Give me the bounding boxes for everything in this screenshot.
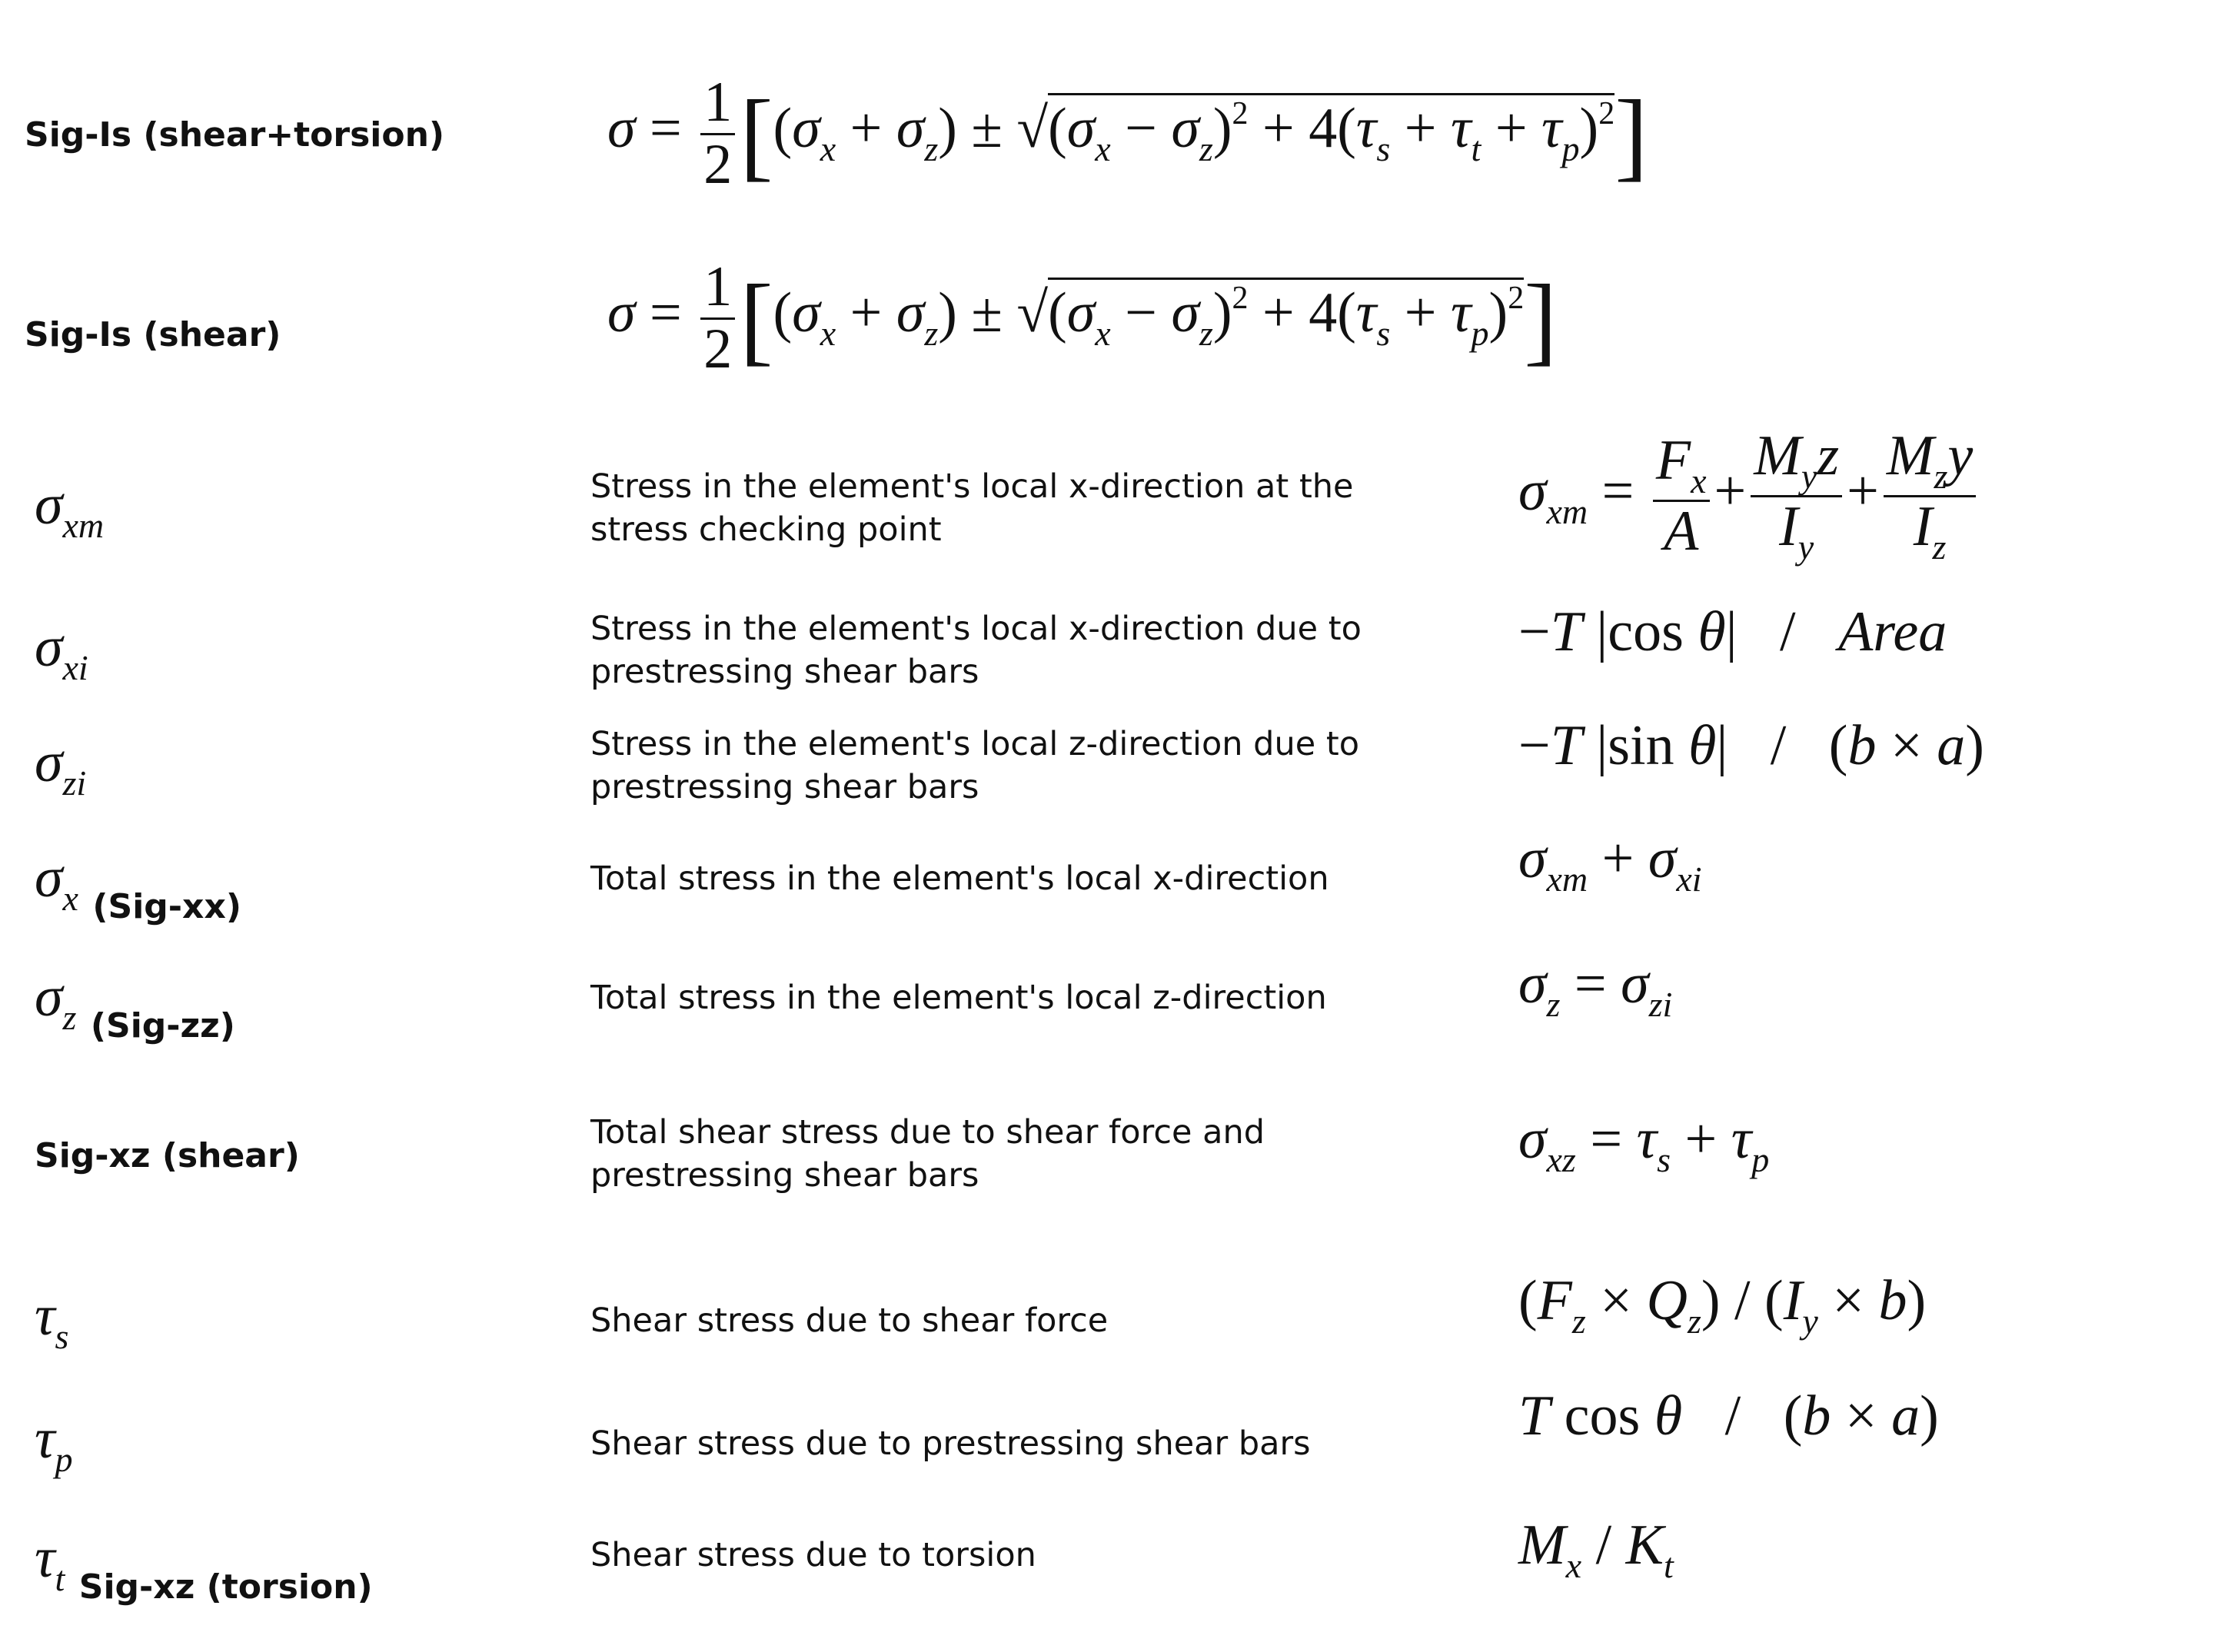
desc-sigma-xm: Stress in the element's local x-direction at the stress checking point <box>590 467 1354 549</box>
formula-sigma-xi: −T |cos θ| / Area <box>1518 600 1947 663</box>
desc-tau-s: Shear stress due to shear force <box>590 1301 1109 1340</box>
symbol-sigma-xi: $\sigma_{xi}$ <box>35 616 88 687</box>
symbol-sigma-zi: $\sigma_{zi}$ <box>35 731 87 803</box>
label-sig-is-shear-torsion: Sig-Is (shear+torsion) <box>25 115 445 155</box>
desc-sig-xz-shear: Total shear stress due to shear force and prestressing shear bars <box>590 1113 1265 1195</box>
formula-sigma-z: $\sigma_z = \sigma_{zi}$ <box>1518 952 1673 1024</box>
formula-tau-p: T cos θ / (b × a) <box>1518 1384 1939 1448</box>
symbol-tau-s: $\tau_s$ <box>35 1285 69 1356</box>
formula-sig-is-shear: σ = $\frac{1}{2}$ $[(\sigma_x + \sigma_z) \pm √(\sigma_x - \sigma_z)^2 + 4(\tau_s + \tau_p)^2]$ <box>607 255 1558 381</box>
label-sig-is-shear: Sig-Is (shear) <box>25 315 281 354</box>
formula-sigma-x: $\sigma_{xm} + \sigma_{xi}$ <box>1518 827 1702 899</box>
formula-sig-xz-shear: $\sigma_{xz} = \tau_s + \tau_p$ <box>1518 1108 1770 1179</box>
formula-sigma-xm: $\sigma_{xm}$ = $\frac{F_x}{A}$ + $\frac{M_yz}{I_y}$ + $\frac{M_zy}{I_z}$ <box>1518 427 1980 567</box>
symbol-sigma-z: $\sigma_z$ $_{(Sig-zz)}$ <box>35 966 235 1045</box>
label-sig-xz-shear: Sig-xz (shear) <box>35 1136 300 1175</box>
formula-sigma-zi: −T |sin θ| / (b × a) <box>1518 714 1984 777</box>
desc-tau-p: Shear stress due to prestressing shear bars <box>590 1424 1311 1463</box>
formula-sig-is-shear-torsion: σ = $\frac{1}{2}$ $[(\sigma_x + \sigma_z) \pm √(\sigma_x - \sigma_z)^2 + 4(\tau_s + \tau_t + \tau_p)^2]$ <box>607 71 1648 196</box>
symbol-sigma-xm: $\sigma_{xm}$ <box>35 474 105 545</box>
desc-tau-t: Shear stress due to torsion <box>590 1536 1036 1574</box>
desc-sigma-z: Total stress in the element's local z-direction <box>590 979 1327 1017</box>
symbol-sigma-x: $\sigma_x$ $_{(Sig-xx)}$ <box>35 846 241 926</box>
formula-tau-s: $(F_z \times Q_z) / (I_y \times b)$ <box>1518 1269 1927 1341</box>
symbol-tau-p: $\tau_p$ <box>35 1408 73 1479</box>
formula-tau-t: $M_x / K_t$ <box>1518 1514 1674 1585</box>
desc-sigma-xi: Stress in the element's local x-direction due to prestressing shear bars <box>590 610 1362 691</box>
symbol-tau-t: $\tau_t$ $_{Sig-xz (torsion)}$ <box>35 1527 373 1607</box>
desc-sigma-zi: Stress in the element's local z-direction due to prestressing shear bars <box>590 725 1360 806</box>
desc-sigma-x: Total stress in the element's local x-direction <box>590 859 1329 898</box>
